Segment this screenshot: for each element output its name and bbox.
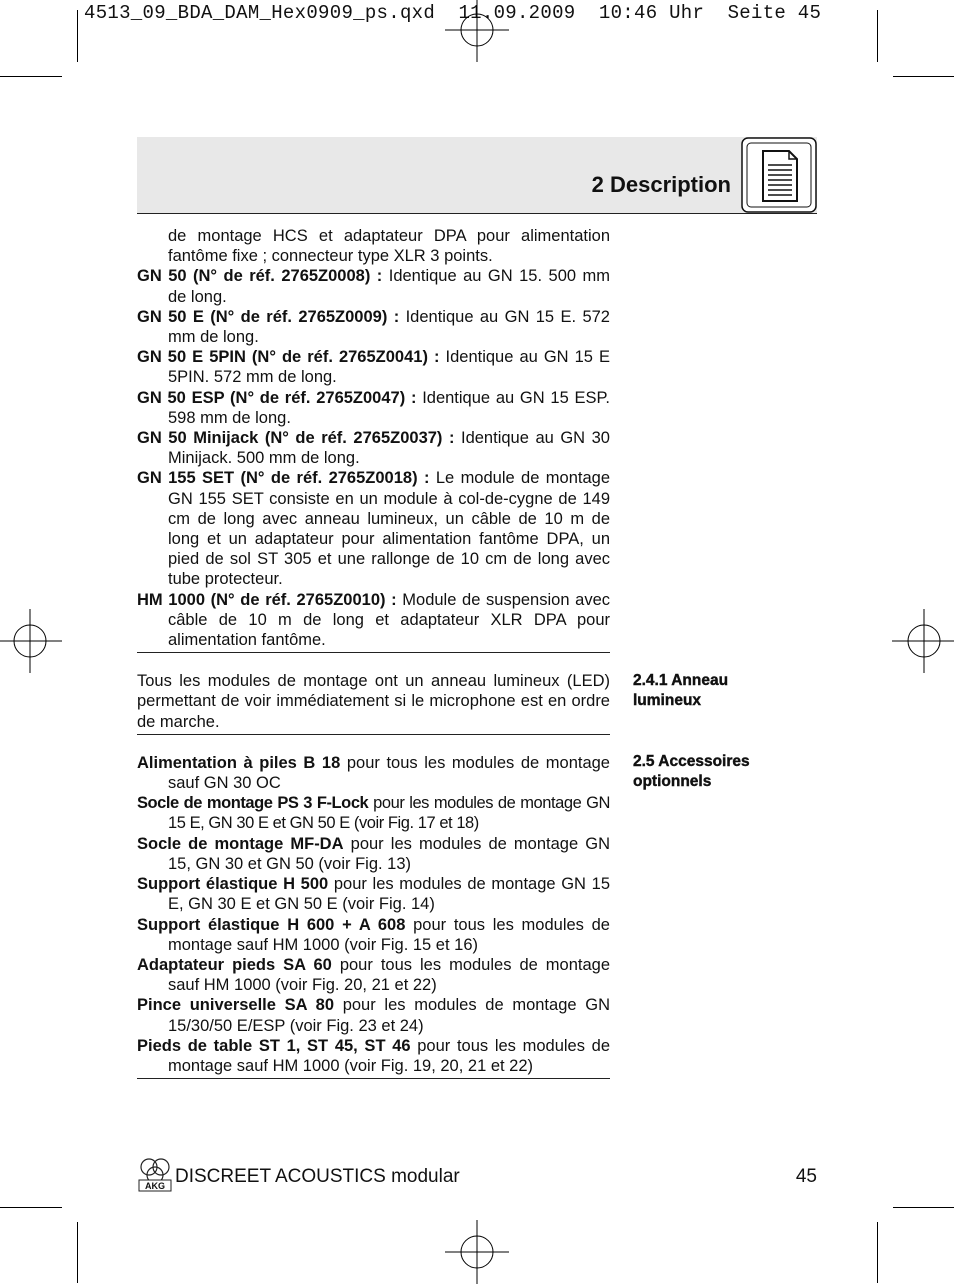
page-footer [137, 1156, 817, 1196]
section-divider [137, 1078, 610, 1079]
crop-mark [877, 10, 878, 62]
model-entry: GN 50 E 5PIN (N° de réf. 2765Z0041) : Identique au GN 15 E 5PIN. 572 mm de long. [137, 348, 611, 387]
accessory-entry: Pieds de table ST 1, ST 45, ST 46 pour tous les modules de montage sauf HM 1000 (voir Fig. 19, 20, 21 et 22) [137, 1036, 610, 1075]
registration-mark-left [0, 609, 62, 673]
led-paragraph: Tous les modules de montage ont un anneau lumineux (LED) permettant de voir immédiatement si le microphone est en ordre de marche. [137, 672, 610, 731]
side-heading-accessories: 2.5 Accessoires optionnels [633, 753, 750, 790]
accessory-entry: Adaptateur pieds SA 60 pour tous les modules de montage sauf HM 1000 (voir Fig. 20, 21 et 22) [137, 955, 610, 995]
document-icon [741, 137, 817, 213]
accessory-entry: Pince universelle SA 80 pour les modules de montage GN 15/30/50 E/ESP (voir Fig. 23 et 24) [137, 996, 610, 1035]
registration-mark-right [892, 609, 954, 673]
crop-mark [893, 76, 954, 77]
model-entry: GN 50 Minijack (N° de réf. 2765Z0037) : Identique au GN 30 Minijack. 500 mm de long. [137, 429, 610, 468]
crop-mark [77, 10, 78, 62]
crop-mark [77, 1222, 78, 1283]
section-header [137, 137, 817, 214]
accessory-entry: Support élastique H 500 pour les modules de montage GN 15 E, GN 30 E et GN 50 E (voir Fig. 14) [137, 875, 610, 914]
main-column [137, 226, 610, 1079]
crop-mark [877, 1222, 878, 1283]
side-heading-led: 2.4.1 Anneau lumineux [633, 672, 729, 709]
crop-mark [0, 1207, 62, 1208]
intro-continuation: de montage HCS et adaptateur DPA pour alimentation fantôme fixe ; connecteur type XLR 3 points. [168, 227, 610, 266]
crop-mark [893, 1207, 954, 1208]
model-entry: GN 50 E (N° de réf. 2765Z0009) : Identique au GN 15 E. 572 mm de long. [137, 307, 610, 347]
registration-mark-bottom [445, 1220, 509, 1284]
model-entry: GN 155 SET (N° de réf. 2765Z0018) : Le module de montage GN 155 SET consiste en un module à col-de-cygne de 149 cm de long avec anneau lumineux, un câble de 10 m de long et un adaptateur pour alimentation fantôme DPA, un pied de sol ST 305 et une rallonge de 10 cm de long avec tube protecteur. [137, 469, 611, 589]
registration-mark-top [445, 0, 509, 62]
page-number: 45 [795, 1166, 817, 1187]
print-slug: 4513_09_BDA_DAM_Hex0909_ps.qxd 11.09.2009 10:46 Uhr Seite 45 [84, 2, 822, 24]
akg-logo [137, 1156, 173, 1192]
model-entry: GN 50 (N° de réf. 2765Z0008) : Identique au GN 15. 500 mm de long. [137, 267, 610, 306]
accessory-entry: Support élastique H 600 + A 608 pour tous les modules de montage sauf HM 1000 (voir Fig. 15 et 16) [137, 915, 610, 954]
model-entry: GN 50 ESP (N° de réf. 2765Z0047) : Identique au GN 15 ESP. 598 mm de long. [137, 388, 610, 427]
accessory-entry: Socle de montage PS 3 F-Lock pour les modules de montage GN 15 E, GN 30 E et GN 50 E (voir Fig. 17 et 18) [137, 794, 611, 833]
model-entry: HM 1000 (N° de réf. 2765Z0010) : Module de suspension avec câble de 10 m de long et adaptateur XLR DPA pour alimentation fantôme. [137, 590, 610, 650]
accessory-entry: Alimentation à piles B 18 pour tous les modules de montage sauf GN 30 OC [137, 753, 610, 793]
accessory-entry: Socle de montage MF-DA pour les modules de montage GN 15, GN 30 et GN 50 (voir Fig. 13) [137, 834, 611, 873]
product-name: DISCREET ACOUSTICS modular [175, 1166, 460, 1187]
crop-mark [0, 76, 62, 77]
svg-text:AKG: AKG [145, 1181, 165, 1191]
section-title: 2 Description [591, 172, 731, 197]
